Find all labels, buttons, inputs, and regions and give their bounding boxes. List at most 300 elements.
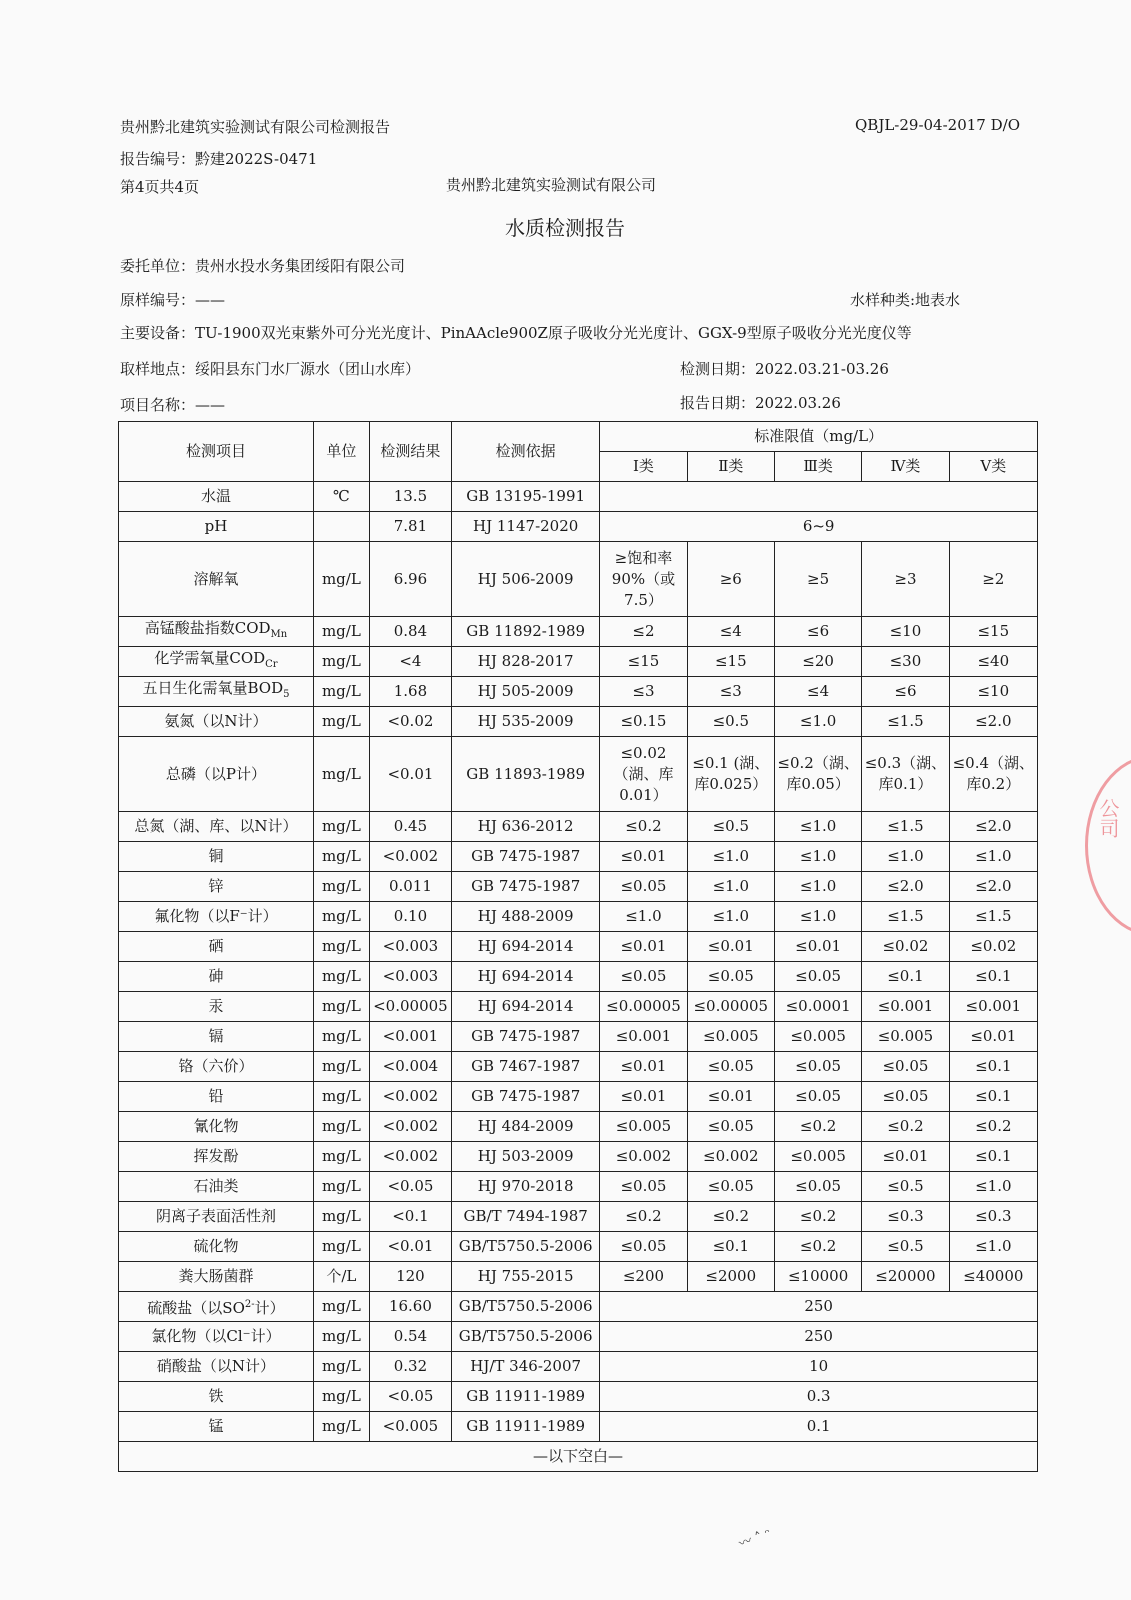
cell-limit-class-2: ≤0.2: [687, 1202, 774, 1232]
cell-limit-class-1: ≤0.01: [600, 842, 687, 872]
item-name: 氯化物（以Cl⁻计）: [151, 1327, 281, 1345]
cell-result: 13.5: [369, 482, 451, 512]
item-name: 硫酸盐（以SO: [147, 1299, 245, 1317]
cell-item: [119, 1292, 314, 1322]
cell-item: [119, 1052, 314, 1082]
cell-result: <0.004: [369, 1052, 451, 1082]
cell-item: [119, 932, 314, 962]
item-name: 锰: [208, 1417, 224, 1435]
cell-basis: HJ 636-2012: [452, 812, 600, 842]
item-name: 镉: [208, 1027, 224, 1045]
cell-unit: mg/L: [313, 1022, 369, 1052]
table-row: [119, 677, 1038, 707]
cell-limit-class-5: ≤40000: [949, 1262, 1037, 1292]
header-class-1: Ⅰ类: [600, 452, 687, 482]
cell-limit-class-4: ≤0.1: [862, 962, 949, 992]
seal-text: 公司: [1096, 798, 1120, 838]
cell-limit-class-1: ≤0.2: [600, 812, 687, 842]
cell-result: <0.003: [369, 932, 451, 962]
table-row: [119, 1262, 1038, 1292]
cell-basis: GB 7475-1987: [452, 872, 600, 902]
cell-limit-class-3: ≤0.01: [774, 932, 861, 962]
table-row: [119, 1142, 1038, 1172]
location-line: 取样地点：绥阳县东门水厂源水（团山水库）: [120, 360, 421, 378]
cell-limit-class-4: ≥3: [862, 542, 949, 617]
cell-limit-class-3: ≤0.05: [774, 1052, 861, 1082]
cell-result: <0.05: [369, 1172, 451, 1202]
cell-limit-class-1: ≤0.01: [600, 1052, 687, 1082]
cell-basis: HJ 488-2009: [452, 902, 600, 932]
cell-basis: GB 11911-1989: [452, 1412, 600, 1442]
cell-result: 6.96: [369, 542, 451, 617]
table-row: [119, 542, 1038, 617]
item-subscript: Cr: [265, 659, 278, 670]
cell-result: <0.05: [369, 1382, 451, 1412]
cell-item: [119, 707, 314, 737]
cell-basis: GB 7467-1987: [452, 1052, 600, 1082]
cell-limit-class-2: ≤0.1 (湖、库0.025）: [687, 737, 774, 812]
table-row: [119, 1172, 1038, 1202]
cell-result: <0.00005: [369, 992, 451, 1022]
item-name: 铁: [208, 1387, 224, 1405]
cell-limit-class-1: ≤0.2: [600, 1202, 687, 1232]
table-row: [119, 902, 1038, 932]
cell-limit-class-3: ≥5: [774, 542, 861, 617]
cell-basis: HJ 484-2009: [452, 1112, 600, 1142]
cell-limit-class-1: ≤3: [600, 677, 687, 707]
cell-item: [119, 1082, 314, 1112]
table-row: [119, 1052, 1038, 1082]
item-name: 阴离子表面活性剂: [155, 1207, 276, 1225]
table-row: [119, 1352, 1038, 1382]
cell-result: <0.01: [369, 737, 451, 812]
cell-limit-class-2: ≤0.5: [687, 707, 774, 737]
cell-limit-class-3: ≤1.0: [774, 872, 861, 902]
cell-item: [119, 1262, 314, 1292]
cell-limit-class-5: ≤0.02: [949, 932, 1037, 962]
item-subscript: 5: [283, 689, 290, 700]
cell-basis: GB/T5750.5-2006: [452, 1232, 600, 1262]
item-name: 氟化物（以F⁻计）: [154, 907, 278, 925]
cell-limit-class-1: ≤1.0: [600, 902, 687, 932]
cell-limit-class-1: ≤200: [600, 1262, 687, 1292]
item-superscript: 2-: [244, 1299, 255, 1310]
page-indicator: 第4页共4页: [120, 178, 200, 196]
cell-unit: mg/L: [313, 842, 369, 872]
cell-basis: GB/T5750.5-2006: [452, 1292, 600, 1322]
cell-item: [119, 1112, 314, 1142]
cell-limit-class-2: ≤3: [687, 677, 774, 707]
cell-basis: GB 7475-1987: [452, 1022, 600, 1052]
cell-basis: GB 11911-1989: [452, 1382, 600, 1412]
cell-limit-class-2: ≤0.01: [687, 1082, 774, 1112]
table-row: [119, 1022, 1038, 1052]
cell-item: [119, 1382, 314, 1412]
table-row: [119, 1082, 1038, 1112]
cell-basis: HJ 535-2009: [452, 707, 600, 737]
cell-limit-class-4: ≤1.5: [862, 812, 949, 842]
cell-limit-class-4: ≤0.02: [862, 932, 949, 962]
results-table: [118, 421, 1038, 1472]
cell-item: [119, 482, 314, 512]
cell-item: [119, 962, 314, 992]
cell-limit-class-1: ≤0.15: [600, 707, 687, 737]
cell-limit-class-2: ≤15: [687, 647, 774, 677]
item-name: 总磷（以P计）: [165, 764, 267, 783]
table-row: [119, 1112, 1038, 1142]
cell-limit-class-4: ≤0.005: [862, 1022, 949, 1052]
item-name: 氨氮（以N计）: [164, 712, 268, 730]
cell-limit-class-1: ≤0.005: [600, 1112, 687, 1142]
page-title: 水质检测报告: [505, 216, 625, 240]
cell-result: <0.1: [369, 1202, 451, 1232]
cell-basis: HJ 506-2009: [452, 542, 600, 617]
header-class-3: Ⅲ类: [774, 452, 861, 482]
header-class-4: Ⅳ类: [862, 452, 949, 482]
cell-item: [119, 677, 314, 707]
cell-limit-class-5: ≤1.0: [949, 1172, 1037, 1202]
cell-limit-class-2: ≤1.0: [687, 872, 774, 902]
cell-limit-class-1: ≤0.001: [600, 1022, 687, 1052]
cell-unit: mg/L: [313, 647, 369, 677]
cell-limit-class-1: ≤0.05: [600, 872, 687, 902]
item-name: 五日生化需氧量BOD: [142, 679, 284, 697]
cell-item: [119, 617, 314, 647]
cell-limit-class-3: ≤1.0: [774, 812, 861, 842]
cell-limit-class-3: ≤1.0: [774, 707, 861, 737]
table-row: [119, 617, 1038, 647]
cell-unit: mg/L: [313, 737, 369, 812]
cell-item: [119, 872, 314, 902]
cell-unit: mg/L: [313, 1082, 369, 1112]
header-class-2: Ⅱ类: [687, 452, 774, 482]
cell-limit-class-3: ≤0.0001: [774, 992, 861, 1022]
table-row: [119, 707, 1038, 737]
cell-limit-class-1: ≤2: [600, 617, 687, 647]
item-name: 挥发酚: [193, 1147, 239, 1165]
cell-item: [119, 842, 314, 872]
cell-limit-class-2: ≤0.05: [687, 1112, 774, 1142]
cell-limit-class-3: ≤0.2: [774, 1112, 861, 1142]
table-body: [119, 482, 1038, 1472]
table-row: [119, 1412, 1038, 1442]
cell-limit-class-2: ≤1.0: [687, 902, 774, 932]
cell-limit-merged: 0.3: [600, 1382, 1038, 1412]
cell-unit: mg/L: [313, 1292, 369, 1322]
cell-limit-merged: 250: [600, 1292, 1038, 1322]
cell-limit-class-4: ≤0.01: [862, 1142, 949, 1172]
cell-item: [119, 812, 314, 842]
cell-limit-class-2: ≤0.00005: [687, 992, 774, 1022]
table-row: [119, 1232, 1038, 1262]
cell-limit-class-3: ≤10000: [774, 1262, 861, 1292]
cell-limit-class-1: ≤0.05: [600, 1232, 687, 1262]
cell-limit-class-2: ≤0.002: [687, 1142, 774, 1172]
cell-unit: mg/L: [313, 1172, 369, 1202]
cell-item: [119, 1412, 314, 1442]
cell-unit: 个/L: [313, 1262, 369, 1292]
cell-result: 0.45: [369, 812, 451, 842]
cell-limit-class-4: ≤1.5: [862, 902, 949, 932]
item-name: pH: [204, 517, 228, 535]
cell-limit-class-5: ≤0.3: [949, 1202, 1037, 1232]
cell-limit-class-3: ≤0.05: [774, 962, 861, 992]
header-limits: 标准限值（mg/L）: [600, 422, 1038, 452]
cell-result: 0.011: [369, 872, 451, 902]
cell-result: 0.10: [369, 902, 451, 932]
table-row: [119, 1322, 1038, 1352]
cell-unit: mg/L: [313, 932, 369, 962]
cell-limit-class-1: ≤0.00005: [600, 992, 687, 1022]
cell-result: 0.84: [369, 617, 451, 647]
cell-basis: GB 11893-1989: [452, 737, 600, 812]
cell-basis: HJ 1147-2020: [452, 512, 600, 542]
cell-limit-class-5: ≤10: [949, 677, 1037, 707]
table-row: [119, 737, 1038, 812]
cell-basis: HJ 503-2009: [452, 1142, 600, 1172]
cell-limit-class-3: ≤0.2: [774, 1202, 861, 1232]
cell-item: [119, 1322, 314, 1352]
cell-item: [119, 1232, 314, 1262]
cell-result: 7.81: [369, 512, 451, 542]
cell-limit-class-5: ≤0.2: [949, 1112, 1037, 1142]
item-name: 锌: [208, 877, 224, 895]
item-name: 高锰酸盐指数COD: [144, 619, 271, 637]
cell-limit-class-3: ≤0.2: [774, 1232, 861, 1262]
cell-result: <0.002: [369, 842, 451, 872]
cell-result: <4: [369, 647, 451, 677]
project-line: 项目名称：——: [120, 396, 226, 414]
cell-limit-class-4: ≤20000: [862, 1262, 949, 1292]
item-name: 溶解氧: [193, 569, 239, 588]
table-footer-row: [119, 1442, 1038, 1472]
cell-basis: HJ 694-2014: [452, 932, 600, 962]
document-code: QBJL-29-04-2017 D/O: [855, 116, 1020, 134]
cell-limit-class-2: ≤0.05: [687, 962, 774, 992]
cell-basis: HJ 694-2014: [452, 962, 600, 992]
table-row: [119, 1202, 1038, 1232]
header-basis: 检测依据: [452, 422, 600, 482]
cell-unit: mg/L: [313, 872, 369, 902]
cell-limit-class-5: ≤2.0: [949, 707, 1037, 737]
cell-limit-class-4: ≤0.5: [862, 1172, 949, 1202]
cell-result: <0.01: [369, 1232, 451, 1262]
item-name: 铜: [208, 847, 224, 865]
cell-unit: mg/L: [313, 1382, 369, 1412]
cell-item: [119, 512, 314, 542]
company-name: 贵州黔北建筑实验测试有限公司: [446, 176, 657, 194]
cell-unit: mg/L: [313, 812, 369, 842]
cell-basis: HJ 694-2014: [452, 992, 600, 1022]
cell-unit: mg/L: [313, 617, 369, 647]
cell-limit-class-4: ≤2.0: [862, 872, 949, 902]
item-name: 砷: [208, 967, 224, 985]
cell-unit: [313, 512, 369, 542]
cell-item: [119, 1022, 314, 1052]
item-name: 石油类: [193, 1177, 239, 1195]
table-row: [119, 992, 1038, 1022]
cell-item: [119, 647, 314, 677]
header-unit: 单位: [313, 422, 369, 482]
cell-limit-class-2: ≤0.05: [687, 1052, 774, 1082]
cell-result: 16.60: [369, 1292, 451, 1322]
cell-limit-class-2: ≤0.5: [687, 812, 774, 842]
table-row: [119, 932, 1038, 962]
red-seal-stamp: [1085, 755, 1131, 936]
cell-limit-class-5: ≤0.1: [949, 962, 1037, 992]
cell-limit-class-5: ≤15: [949, 617, 1037, 647]
table-row: [119, 812, 1038, 842]
table-row: [119, 842, 1038, 872]
cell-limit-class-1: ≤0.01: [600, 932, 687, 962]
header-item: 检测项目: [119, 422, 314, 482]
cell-limit-class-4: ≤0.05: [862, 1082, 949, 1112]
header-class-5: Ⅴ类: [949, 452, 1037, 482]
cell-limit-class-4: ≤0.05: [862, 1052, 949, 1082]
cell-limit-class-3: ≤1.0: [774, 842, 861, 872]
cell-item: [119, 737, 314, 812]
cell-basis: GB 11892-1989: [452, 617, 600, 647]
item-name: 汞: [208, 997, 224, 1015]
cell-unit: ℃: [313, 482, 369, 512]
cell-limit-merged: 250: [600, 1322, 1038, 1352]
cell-limit-class-3: ≤0.05: [774, 1082, 861, 1112]
item-name: 化学需氧量COD: [154, 649, 266, 667]
cell-limit-merged: 10: [600, 1352, 1038, 1382]
cell-limit-class-1: ≤15: [600, 647, 687, 677]
cell-item: [119, 1142, 314, 1172]
item-subscript: Mn: [270, 629, 288, 640]
item-name: 水温: [200, 487, 231, 505]
cell-result: <0.005: [369, 1412, 451, 1442]
client-line: 委托单位：贵州水投水务集团绥阳有限公司: [120, 257, 406, 275]
item-name: 硒: [208, 937, 224, 955]
table-row: [119, 1292, 1038, 1322]
cell-limit-class-2: ≤0.1: [687, 1232, 774, 1262]
cell-item: [119, 1202, 314, 1232]
cell-basis: GB 7475-1987: [452, 1082, 600, 1112]
cell-item: [119, 542, 314, 617]
cell-limit-class-5: ≤0.4（湖、库0.2）: [949, 737, 1037, 812]
cell-limit-class-2: ≤0.05: [687, 1172, 774, 1202]
cell-unit: mg/L: [313, 707, 369, 737]
cell-limit-class-1: ≤0.05: [600, 962, 687, 992]
cell-limit-class-5: ≤0.1: [949, 1082, 1037, 1112]
item-name: 硫化物: [193, 1237, 239, 1255]
cell-limit-class-5: ≤0.1: [949, 1142, 1037, 1172]
cell-result: 1.68: [369, 677, 451, 707]
cell-basis: GB 13195-1991: [452, 482, 600, 512]
cell-limit-class-2: ≤0.005: [687, 1022, 774, 1052]
cell-limit-class-4: ≤10: [862, 617, 949, 647]
cell-limit-class-5: ≥2: [949, 542, 1037, 617]
cell-limit-class-2: ≤0.01: [687, 932, 774, 962]
cell-limit-class-3: ≤6: [774, 617, 861, 647]
table-row: [119, 1382, 1038, 1412]
cell-limit-class-4: ≤0.3（湖、库0.1）: [862, 737, 949, 812]
cell-basis: HJ 755-2015: [452, 1262, 600, 1292]
item-name: 氰化物: [193, 1117, 239, 1135]
cell-limit-class-5: ≤0.001: [949, 992, 1037, 1022]
cell-unit: mg/L: [313, 1052, 369, 1082]
cell-limit-class-4: ≤0.001: [862, 992, 949, 1022]
cell-unit: mg/L: [313, 902, 369, 932]
cell-limit-class-5: ≤1.0: [949, 842, 1037, 872]
cell-limit-class-3: ≤0.2（湖、库0.05）: [774, 737, 861, 812]
table-row: [119, 647, 1038, 677]
cell-result: 120: [369, 1262, 451, 1292]
cell-unit: mg/L: [313, 1322, 369, 1352]
cell-limit-class-3: ≤1.0: [774, 902, 861, 932]
cell-limit-class-3: ≤20: [774, 647, 861, 677]
cell-item: [119, 992, 314, 1022]
cell-result: 0.54: [369, 1322, 451, 1352]
cell-item: [119, 902, 314, 932]
item-name: 铅: [208, 1087, 224, 1105]
cell-basis: HJ 970-2018: [452, 1172, 600, 1202]
cell-result: 0.32: [369, 1352, 451, 1382]
company-report-header: 贵州黔北建筑实验测试有限公司检测报告: [120, 118, 391, 136]
equipment-line: 主要设备：TU-1900双光束紫外可分光光度计、PinAAcle900Z原子吸收分光光度计、GGX-9型原子吸收分光光度仪等: [120, 324, 912, 342]
table-row: [119, 482, 1038, 512]
cell-limit-class-5: ≤2.0: [949, 812, 1037, 842]
cell-unit: mg/L: [313, 677, 369, 707]
cell-limit-class-4: ≤6: [862, 677, 949, 707]
cell-limit-class-4: ≤0.5: [862, 1232, 949, 1262]
cell-limit-class-2: ≤4: [687, 617, 774, 647]
cell-limit-class-5: ≤2.0: [949, 872, 1037, 902]
cell-limit-merged: 6~9: [600, 512, 1038, 542]
cell-result: <0.02: [369, 707, 451, 737]
cell-limit-merged: 0.1: [600, 1412, 1038, 1442]
cell-limit-class-2: ≥6: [687, 542, 774, 617]
cell-limit-class-1: ≤0.01: [600, 1082, 687, 1112]
cell-basis: HJ 828-2017: [452, 647, 600, 677]
cell-limit-class-1: ≥饱和率90%（或7.5）: [600, 542, 687, 617]
cell-basis: GB/T5750.5-2006: [452, 1322, 600, 1352]
cell-basis: HJ/T 346-2007: [452, 1352, 600, 1382]
cell-limit-class-3: ≤4: [774, 677, 861, 707]
cell-unit: mg/L: [313, 962, 369, 992]
cell-basis: HJ 505-2009: [452, 677, 600, 707]
cell-result: <0.003: [369, 962, 451, 992]
cell-limit-class-4: ≤0.3: [862, 1202, 949, 1232]
cell-limit-class-2: ≤2000: [687, 1262, 774, 1292]
cell-limit-class-4: ≤1.5: [862, 707, 949, 737]
report-number: 报告编号：黔建2022S-0471: [120, 150, 318, 168]
sample-type-line: 水样种类:地表水: [850, 291, 961, 309]
blank-below-note: —以下空白—: [119, 1442, 1038, 1472]
cell-unit: mg/L: [313, 1412, 369, 1442]
cell-limit-class-3: ≤0.05: [774, 1172, 861, 1202]
header-result: 检测结果: [369, 422, 451, 482]
cell-limit-class-3: ≤0.005: [774, 1022, 861, 1052]
handwritten-signature: 〰 ˄ ᵔ: [737, 1526, 774, 1553]
cell-limit-merged: [600, 482, 1038, 512]
cell-limit-class-4: ≤30: [862, 647, 949, 677]
cell-unit: mg/L: [313, 1112, 369, 1142]
cell-item: [119, 1352, 314, 1382]
cell-limit-class-1: ≤0.002: [600, 1142, 687, 1172]
cell-unit: mg/L: [313, 1202, 369, 1232]
table-row: [119, 512, 1038, 542]
cell-limit-class-5: ≤1.0: [949, 1232, 1037, 1262]
cell-unit: mg/L: [313, 542, 369, 617]
cell-result: <0.001: [369, 1022, 451, 1052]
cell-result: <0.002: [369, 1082, 451, 1112]
cell-result: <0.002: [369, 1112, 451, 1142]
cell-unit: mg/L: [313, 1142, 369, 1172]
